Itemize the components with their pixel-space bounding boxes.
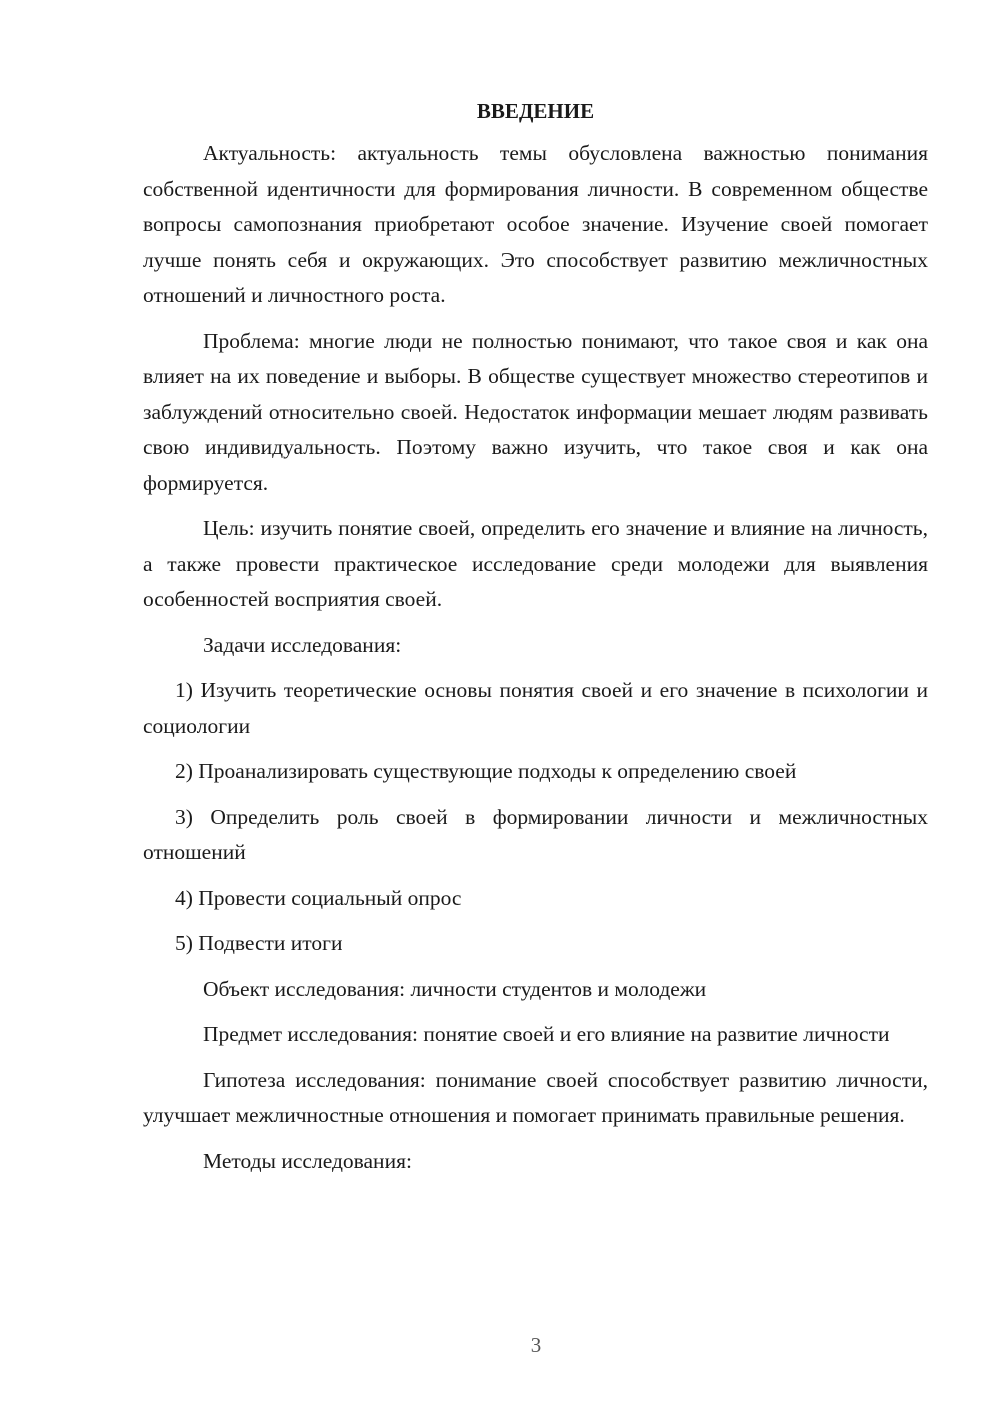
- page-number: 3: [530, 1333, 542, 1357]
- methods-heading: Методы исследования:: [203, 1148, 412, 1173]
- task-item: 3) Определить роль своей в формировании личности и межличностных отношений: [143, 804, 928, 864]
- research-object-paragraph: Объект исследования: личности студентов и молодежи: [203, 976, 707, 1001]
- task-item: 4) Провести социальный опрос: [175, 885, 462, 910]
- relevance-paragraph: Актуальность: актуальность темы обусловлена важностью понимания собственной идентичности для формирования личности. В современном обществе вопросы самопознания приобретают особое значение. Изучение своей помогает лучше понять себя и окружающих. Это способствует развитию межличностных отношений и личностного роста.: [143, 141, 928, 307]
- goal-paragraph: Цель: изучить понятие своей, определить его значение и влияние на личность, а также провести практическое исследование среди молодежи для выявления особенностей восприятия своей.: [143, 516, 928, 611]
- hypothesis-paragraph: Гипотеза исследования: понимание своей способствует развитию личности, улучшает межличностные отношения и помогает принимать правильные решения.: [143, 1067, 928, 1127]
- tasks-heading: Задачи исследования:: [203, 632, 402, 657]
- task-item: 2) Проанализировать существующие подходы к определению своей: [175, 759, 797, 783]
- task-item: 5) Подвести итоги: [175, 931, 343, 955]
- document-page: [143, 96, 928, 1189]
- problem-paragraph: Проблема: многие люди не полностью понимают, что такое своя и как она влияет на их поведение и выборы. В обществе существует множество стереотипов и заблуждений относительно своей. Недостаток информации мешает людям развивать свою индивидуальность. Поэтому важно изучить, что такое своя и как она формируется.: [143, 328, 928, 495]
- section-title: ВВЕДЕНИЕ: [476, 99, 595, 123]
- research-subject-paragraph: Предмет исследования: понятие своей и его влияние на развитие личности: [203, 1022, 890, 1046]
- task-item: 1) Изучить теоретические основы понятия своей и его значение в психологии и социологии: [143, 678, 928, 738]
